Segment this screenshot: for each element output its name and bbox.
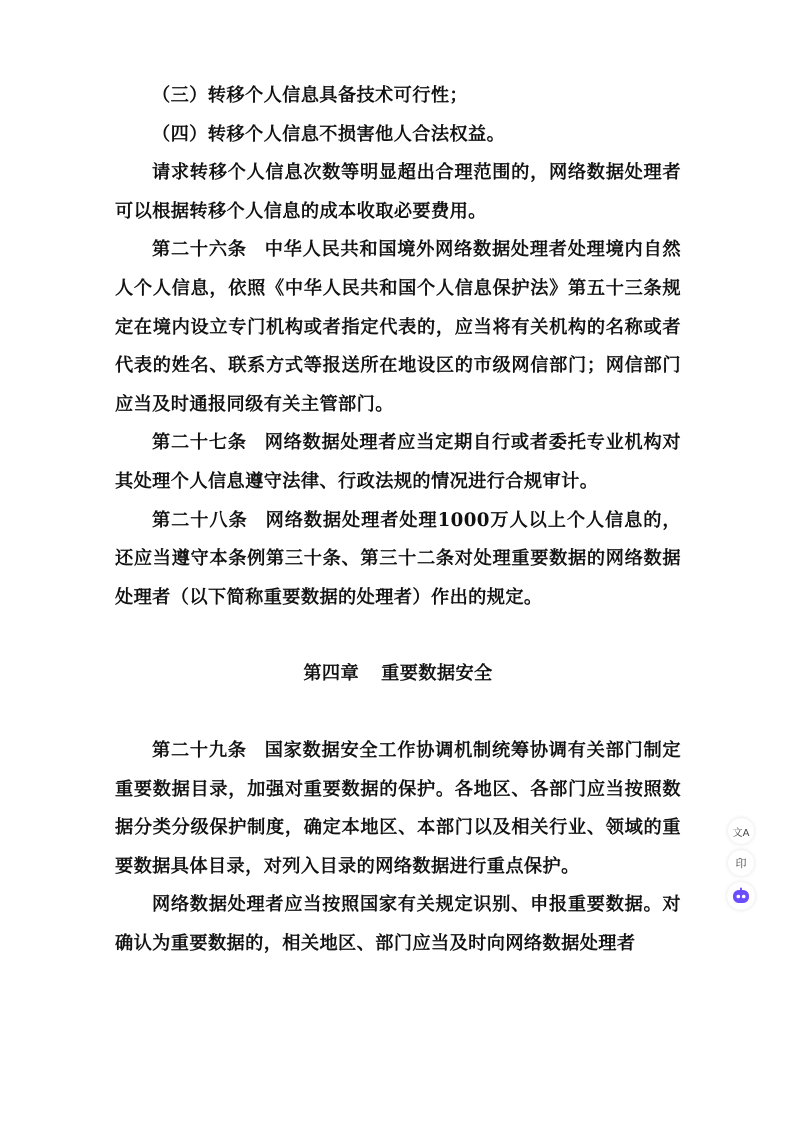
paragraph-item-3: （三）转移个人信息具备技术可行性；	[152, 85, 468, 106]
paragraph-item-4: （四）转移个人信息不损害他人合法权益。	[152, 123, 506, 145]
translate-icon: 文A	[732, 827, 750, 839]
robot-face-icon	[731, 887, 751, 905]
ocr-button[interactable]	[728, 850, 754, 876]
paragraph-fee: 请求转移个人信息次数等明显超出合理范围的，网络数据处理者可以根据转移个人信息的成本收取必要费用。	[115, 162, 681, 222]
article-28: 第二十八条 网络数据处理者处理1000万人以上个人信息的，还应当遵守本条例第三十条、第三十二条对处理重要数据的网络数据处理者（以下简称重要数据的处理者）作出的规定。	[115, 509, 681, 608]
article-number: 第二十六条	[152, 239, 247, 261]
document-body	[115, 77, 681, 963]
article-number: 第二十八条	[152, 509, 248, 531]
translate-button[interactable]	[728, 818, 754, 844]
paragraph-identify: 网络数据处理者应当按照国家有关规定识别、申报重要数据。对确认为重要数据的，相关地区、部门应当及时向网络数据处理者	[115, 894, 681, 954]
chapter-heading	[115, 655, 681, 694]
article-number: 第二十九条	[152, 739, 247, 761]
article-number: 第二十七条	[152, 432, 247, 454]
ocr-icon: 印	[735, 857, 747, 870]
ai-assistant-button[interactable]	[727, 882, 755, 910]
chapter-title: 重要数据安全	[381, 663, 493, 685]
article-26: 第二十六条 中华人民共和国境外网络数据处理者处理境内自然人个人信息，依照《中华人民共和国个人信息保护法》第五十三条规定在境内设立专门机构或者指定代表的，应当将有关机构的名称或者代表的姓名、联系方式等报送所在地设区的市级网信部门；网信部门应当及时通报同级有关主管部门。	[115, 239, 681, 415]
chapter-number: 第四章	[303, 663, 360, 685]
floating-toolbar	[725, 818, 757, 910]
article-27: 第二十七条 网络数据处理者应当定期自行或者委托专业机构对其处理个人信息遵守法律、行政法规的情况进行合规审计。	[115, 432, 681, 492]
article-29: 第二十九条 国家数据安全工作协调机制统筹协调有关部门制定重要数据目录，加强对重要数据的保护。各地区、各部门应当按照数据分类分级保护制度，确定本地区、本部门以及相关行业、领域的重要数据具体目录，对列入目录的网络数据进行重点保护。	[115, 739, 681, 877]
